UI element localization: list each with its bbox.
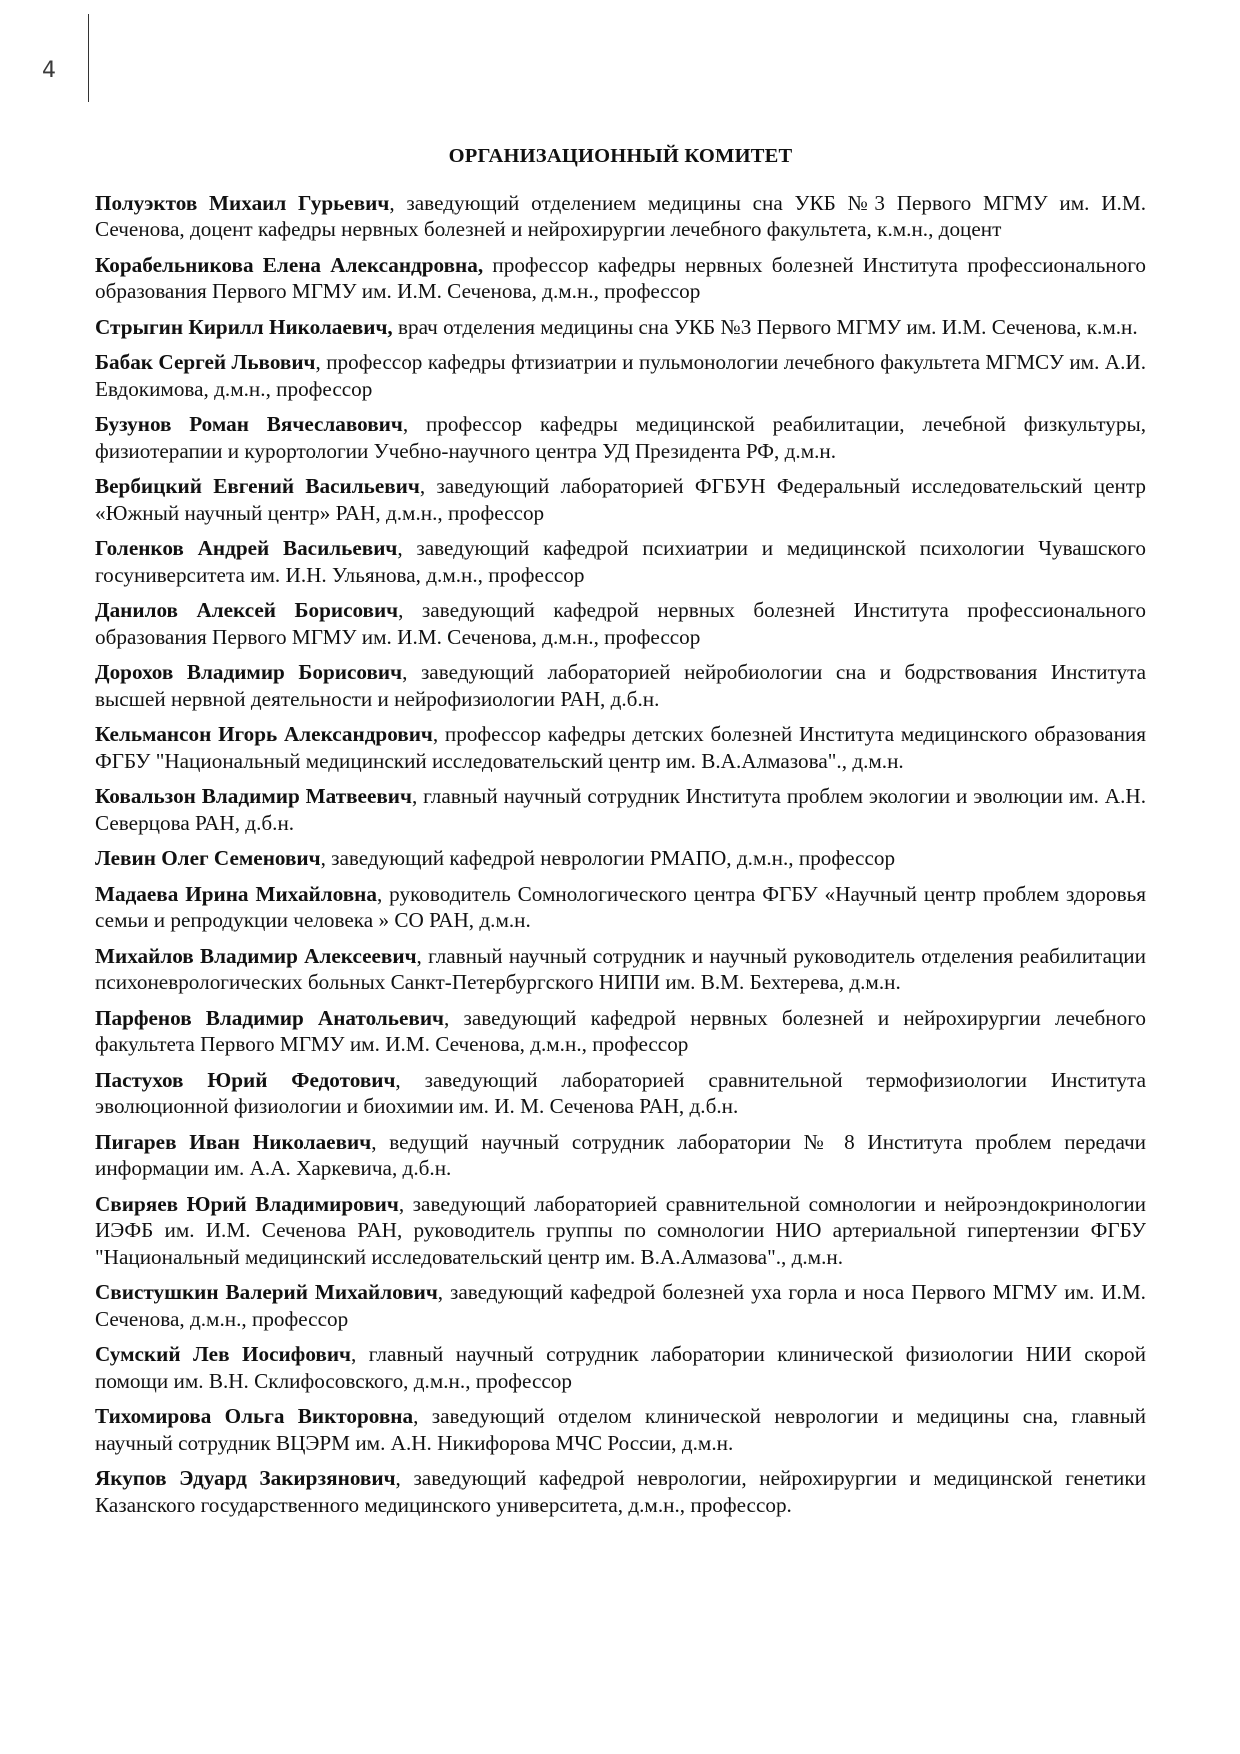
member-description: , главный научный сотрудник и научный руководитель отделения реабилитации психоневрологических больных Санкт-Петербургского НИПИ им. В.М. Бехтерева, д.м.н.	[95, 943, 1146, 994]
member-name: Голенков Андрей Васильевич	[95, 536, 398, 560]
member-description: , заведующий кафедрой психиатрии и медицинской психологии Чувашского госуниверситета им. И.Н. Ульянова, д.м.н., профессор	[95, 536, 1146, 587]
member-name: Тихомирова Ольга Викторовна	[95, 1404, 414, 1428]
member-description: , заведующий кафедрой нервных болезней и нейрохирургии лечебного факультета Первого МГМУ им. И.М. Сеченова, д.м.н., профессор	[95, 1005, 1146, 1056]
member-entry	[95, 1067, 1146, 1120]
member-description: , руководитель Сомнологического центра ФГБУ «Научный центр проблем здоровья семьи и репродукции человека » СО РАН, д.м.н.	[95, 881, 1146, 932]
member-entry	[95, 1191, 1146, 1271]
member-entry	[95, 1279, 1146, 1332]
member-name: Якупов Эдуард Закирзянович	[95, 1466, 396, 1490]
member-description: , заведующий кафедрой болезней уха горла и носа Первого МГМУ им. И.М. Сеченова, д.м.н., профессор	[95, 1280, 1146, 1331]
member-name: Свистушкин Валерий Михайлович	[95, 1280, 438, 1304]
member-description: , заведующий кафедрой неврологии, нейрохирургии и медицинской генетики Казанского государственного медицинского университета, д.м.н., профессор.	[95, 1466, 1147, 1517]
member-description: , заведующий лабораторией ФГБУН Федеральный исследовательский центр «Южный научный центр» РАН, д.м.н., профессор	[95, 474, 1146, 525]
member-entry	[95, 659, 1146, 712]
member-entry	[95, 721, 1146, 774]
member-name: Михайлов Владимир Алексеевич	[95, 943, 417, 968]
member-description: , заведующий кафедрой неврологии РМАПО, д.м.н., профессор	[320, 846, 896, 870]
member-entry	[95, 845, 1146, 872]
member-entry	[95, 597, 1146, 650]
member-name: Мадаева Ирина Михайловна	[95, 881, 377, 906]
member-entry	[95, 349, 1146, 402]
member-name: Стрыгин Кирилл Николаевич,	[95, 314, 393, 339]
member-description: , главный научный сотрудник Института проблем экологии и эволюции им. А.Н. Северцова РАН, д.б.н.	[95, 784, 1146, 835]
member-name: Сумский Лев Иосифович	[95, 1342, 352, 1366]
member-name: Кельмансон Игорь Александрович	[95, 722, 433, 746]
member-name: Левин Олег Семенович	[95, 846, 321, 870]
member-description: , заведующий лабораторией сравнительной термофизиологии Института эволюционной физиологии и биохимии им. И. М. Сеченова РАН, д.б.н.	[95, 1067, 1146, 1118]
member-entry	[95, 535, 1146, 588]
member-entry	[95, 943, 1146, 996]
page-number: 4	[42, 58, 56, 83]
member-description: , заведующий лабораторией нейробиологии сна и бодрствования Института высшей нервной деятельности и нейрофизиологии РАН, д.б.н.	[95, 660, 1147, 711]
member-description: , заведующий отделом клинической неврологии и медицины сна, главный научный сотрудник ВЦЭРМ им. А.Н. Никифорова МЧС России, д.м.н.	[95, 1404, 1146, 1455]
member-name: Данилов Алексей Борисович	[95, 598, 399, 622]
member-entry	[95, 1403, 1146, 1456]
member-description: , профессор кафедры медицинской реабилитации, лечебной физкультуры, физиотерапии и курортологии Учебно-научного центра УД Президента РФ, д.м.н.	[95, 412, 1146, 463]
member-description: врач отделения медицины сна УКБ №3 Первого МГМУ им. И.М. Сеченова, к.м.н.	[392, 314, 1138, 339]
member-name: Пастухов Юрий Федотович	[95, 1067, 396, 1092]
member-name: Пигарев Иван Николаевич	[95, 1129, 372, 1154]
member-entry	[95, 314, 1146, 341]
member-entry	[95, 1129, 1146, 1182]
member-name: Парфенов Владимир Анатольевич	[95, 1005, 444, 1030]
member-entry	[95, 473, 1146, 526]
member-description: , ведущий научный сотрудник лаборатории № 8 Института проблем передачи информации им. А.А. Харкевича, д.б.н.	[95, 1129, 1147, 1180]
member-list	[95, 190, 1146, 1519]
member-description: , заведующий кафедрой нервных болезней Института профессионального образования Первого МГМУ им. И.М. Сеченова, д.м.н., профессор	[95, 598, 1146, 649]
member-entry	[95, 783, 1146, 836]
member-description: , профессор кафедры детских болезней Института медицинского образования ФГБУ "Национальный медицинский исследовательский центр им. В.А.Алмазова"., д.м.н.	[95, 722, 1146, 773]
member-name: Бабак Сергей Львович	[95, 350, 316, 374]
member-entry	[95, 411, 1146, 464]
member-description: , заведующий отделением медицины сна УКБ №3 Первого МГМУ им. И.М. Сеченова, доцент кафедры нервных болезней и нейрохирургии лечебного факультета, к.м.н., доцент	[95, 190, 1146, 241]
member-entry	[95, 252, 1146, 305]
member-name: Полуэктов Михаил Гурьевич	[95, 190, 390, 215]
member-description: , заведующий лабораторией сравнительной сомнологии и нейроэндокринологии ИЭФБ им. И.М. Сеченова РАН, руководитель группы по сомнологии НИО артериальной гипертензии ФГБУ "Национальный медицинский исследовательский центр им. В.А.Алмазова"., д.м.н.	[95, 1191, 1146, 1269]
organizing-committee-section	[95, 143, 1146, 1527]
member-entry	[95, 1341, 1146, 1394]
member-name: Дорохов Владимир Борисович	[95, 660, 403, 684]
member-description: профессор кафедры нервных болезней Института профессионального образования Первого МГМУ им. И.М. Сеченова, д.м.н., профессор	[95, 252, 1146, 303]
section-title: ОРГАНИЗАЦИОННЫЙ КОМИТЕТ	[448, 145, 793, 167]
member-name: Свиряев Юрий Владимирович	[95, 1191, 399, 1216]
member-entry	[95, 881, 1146, 934]
member-description: , профессор кафедры фтизиатрии и пульмонологии лечебного факультета МГМСУ им. А.И. Евдокимова, д.м.н., профессор	[95, 350, 1146, 401]
member-name: Бузунов Роман Вячеславович	[95, 412, 403, 436]
member-name: Ковальзон Владимир Матвеевич	[95, 784, 412, 808]
header-divider	[88, 14, 89, 102]
member-name: Вербицкий Евгений Васильевич	[95, 474, 420, 498]
member-entry	[95, 1005, 1146, 1058]
member-entry	[95, 190, 1146, 243]
member-entry	[95, 1465, 1146, 1518]
member-name: Корабельникова Елена Александровна,	[95, 252, 484, 277]
member-description: , главный научный сотрудник лаборатории клинической физиологии НИИ скорой помощи им. В.Н. Склифосовского, д.м.н., профессор	[95, 1342, 1146, 1393]
